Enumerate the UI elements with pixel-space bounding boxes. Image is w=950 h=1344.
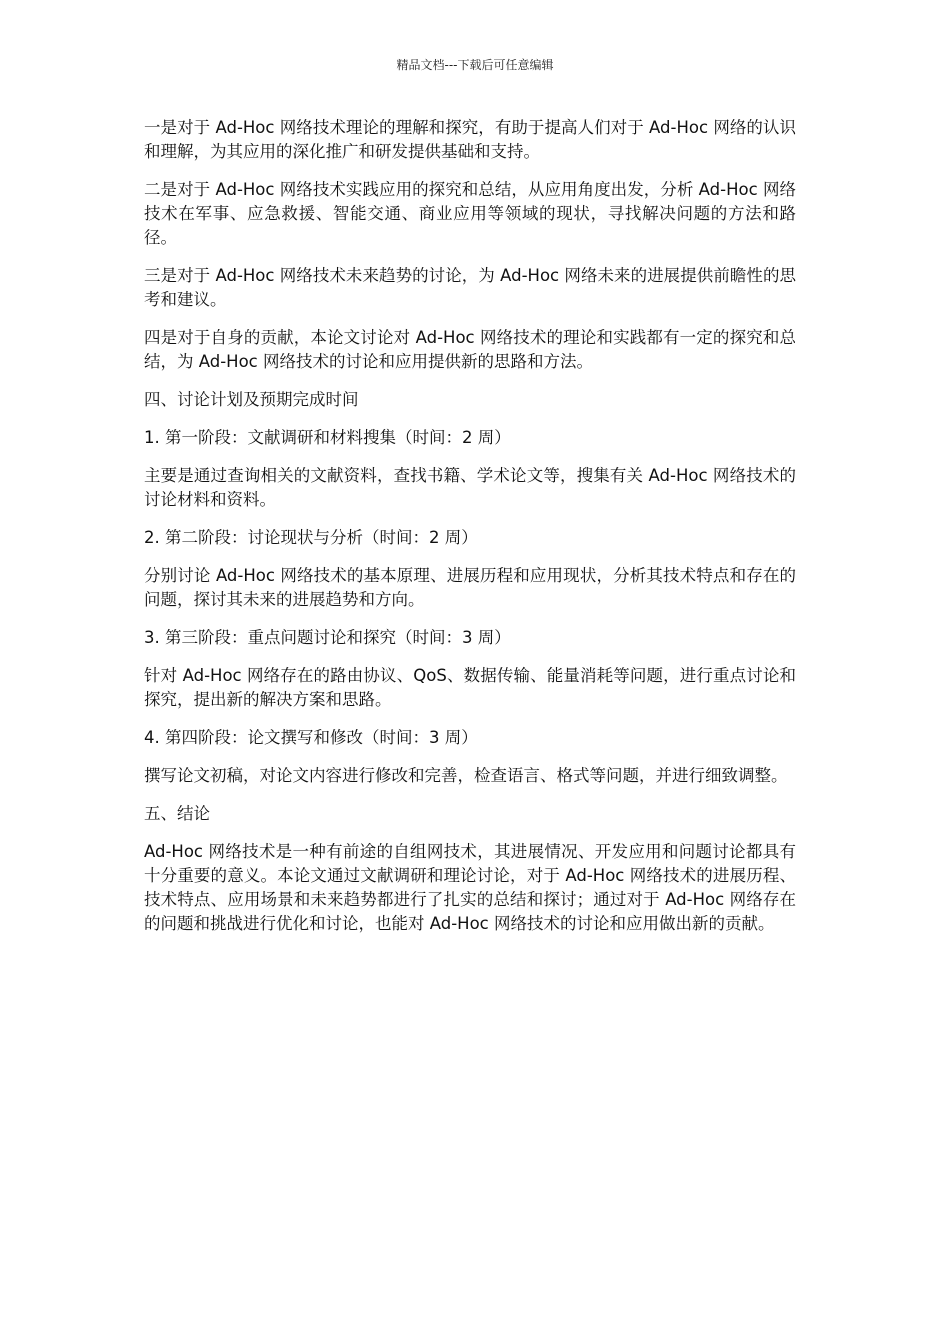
section-heading-conclusion: 五、结论 [144,804,210,823]
stage-3-heading: 3. 第三阶段：重点问题讨论和探究（时间：3 周） [144,628,511,647]
paragraph-significance-1: 一是对于 Ad-Hoc 网络技术理论的理解和探究，有助于提高人们对于 Ad-Hoc 网络的认识和理解，为其应用的深化推广和研发提供基础和支持。 [144,118,796,161]
stage-2-text: 分别讨论 Ad-Hoc 网络技术的基本原理、进展历程和应用现状，分析其技术特点和存在的问题，探讨其未来的进展趋势和方向。 [144,566,796,609]
paragraph-significance-2: 二是对于 Ad-Hoc 网络技术实践应用的探究和总结，从应用角度出发，分析 Ad-Hoc 网络技术在军事、应急救援、智能交通、商业应用等领域的现状，寻找解决问题的方法和路径。 [144,180,796,247]
section-heading-plan: 四、讨论计划及预期完成时间 [144,390,359,409]
stage-3-text: 针对 Ad-Hoc 网络存在的路由协议、QoS、数据传输、能量消耗等问题，进行重点讨论和探究，提出新的解决方案和思路。 [144,666,796,709]
page-header: 精品文档---下载后可任意编辑 [396,58,554,72]
stage-4-heading: 4. 第四阶段：论文撰写和修改（时间：3 周） [144,728,478,747]
stage-1-heading: 1. 第一阶段：文献调研和材料搜集（时间：2 周） [144,428,511,447]
document-body [144,116,796,950]
stage-4-text: 撰写论文初稿，对论文内容进行修改和完善，检查语言、格式等问题，并进行细致调整。 [144,766,788,785]
stage-1-text: 主要是通过查询相关的文献资料，查找书籍、学术论文等，搜集有关 Ad-Hoc 网络技术的讨论材料和资料。 [144,466,796,509]
conclusion-paragraph: Ad-Hoc 网络技术是一种有前途的自组网技术，其进展情况、开发应用和问题讨论都具有十分重要的意义。本论文通过文献调研和理论讨论，对于 Ad-Hoc 网络技术的进展历程、技术特点、应用场景和未来趋势都进行了扎实的总结和探讨；通过对于 Ad-Hoc 网络存在的问题和挑战进行优化和讨论，也能对 Ad-Hoc 网络技术的讨论和应用做出新的贡献。 [144,842,796,933]
paragraph-significance-3: 三是对于 Ad-Hoc 网络技术未来趋势的讨论，为 Ad-Hoc 网络未来的进展提供前瞻性的思考和建议。 [144,266,796,309]
stage-2-heading: 2. 第二阶段：讨论现状与分析（时间：2 周） [144,528,478,547]
paragraph-significance-4: 四是对于自身的贡献，本论文讨论对 Ad-Hoc 网络技术的理论和实践都有一定的探究和总结，为 Ad-Hoc 网络技术的讨论和应用提供新的思路和方法。 [144,328,796,371]
